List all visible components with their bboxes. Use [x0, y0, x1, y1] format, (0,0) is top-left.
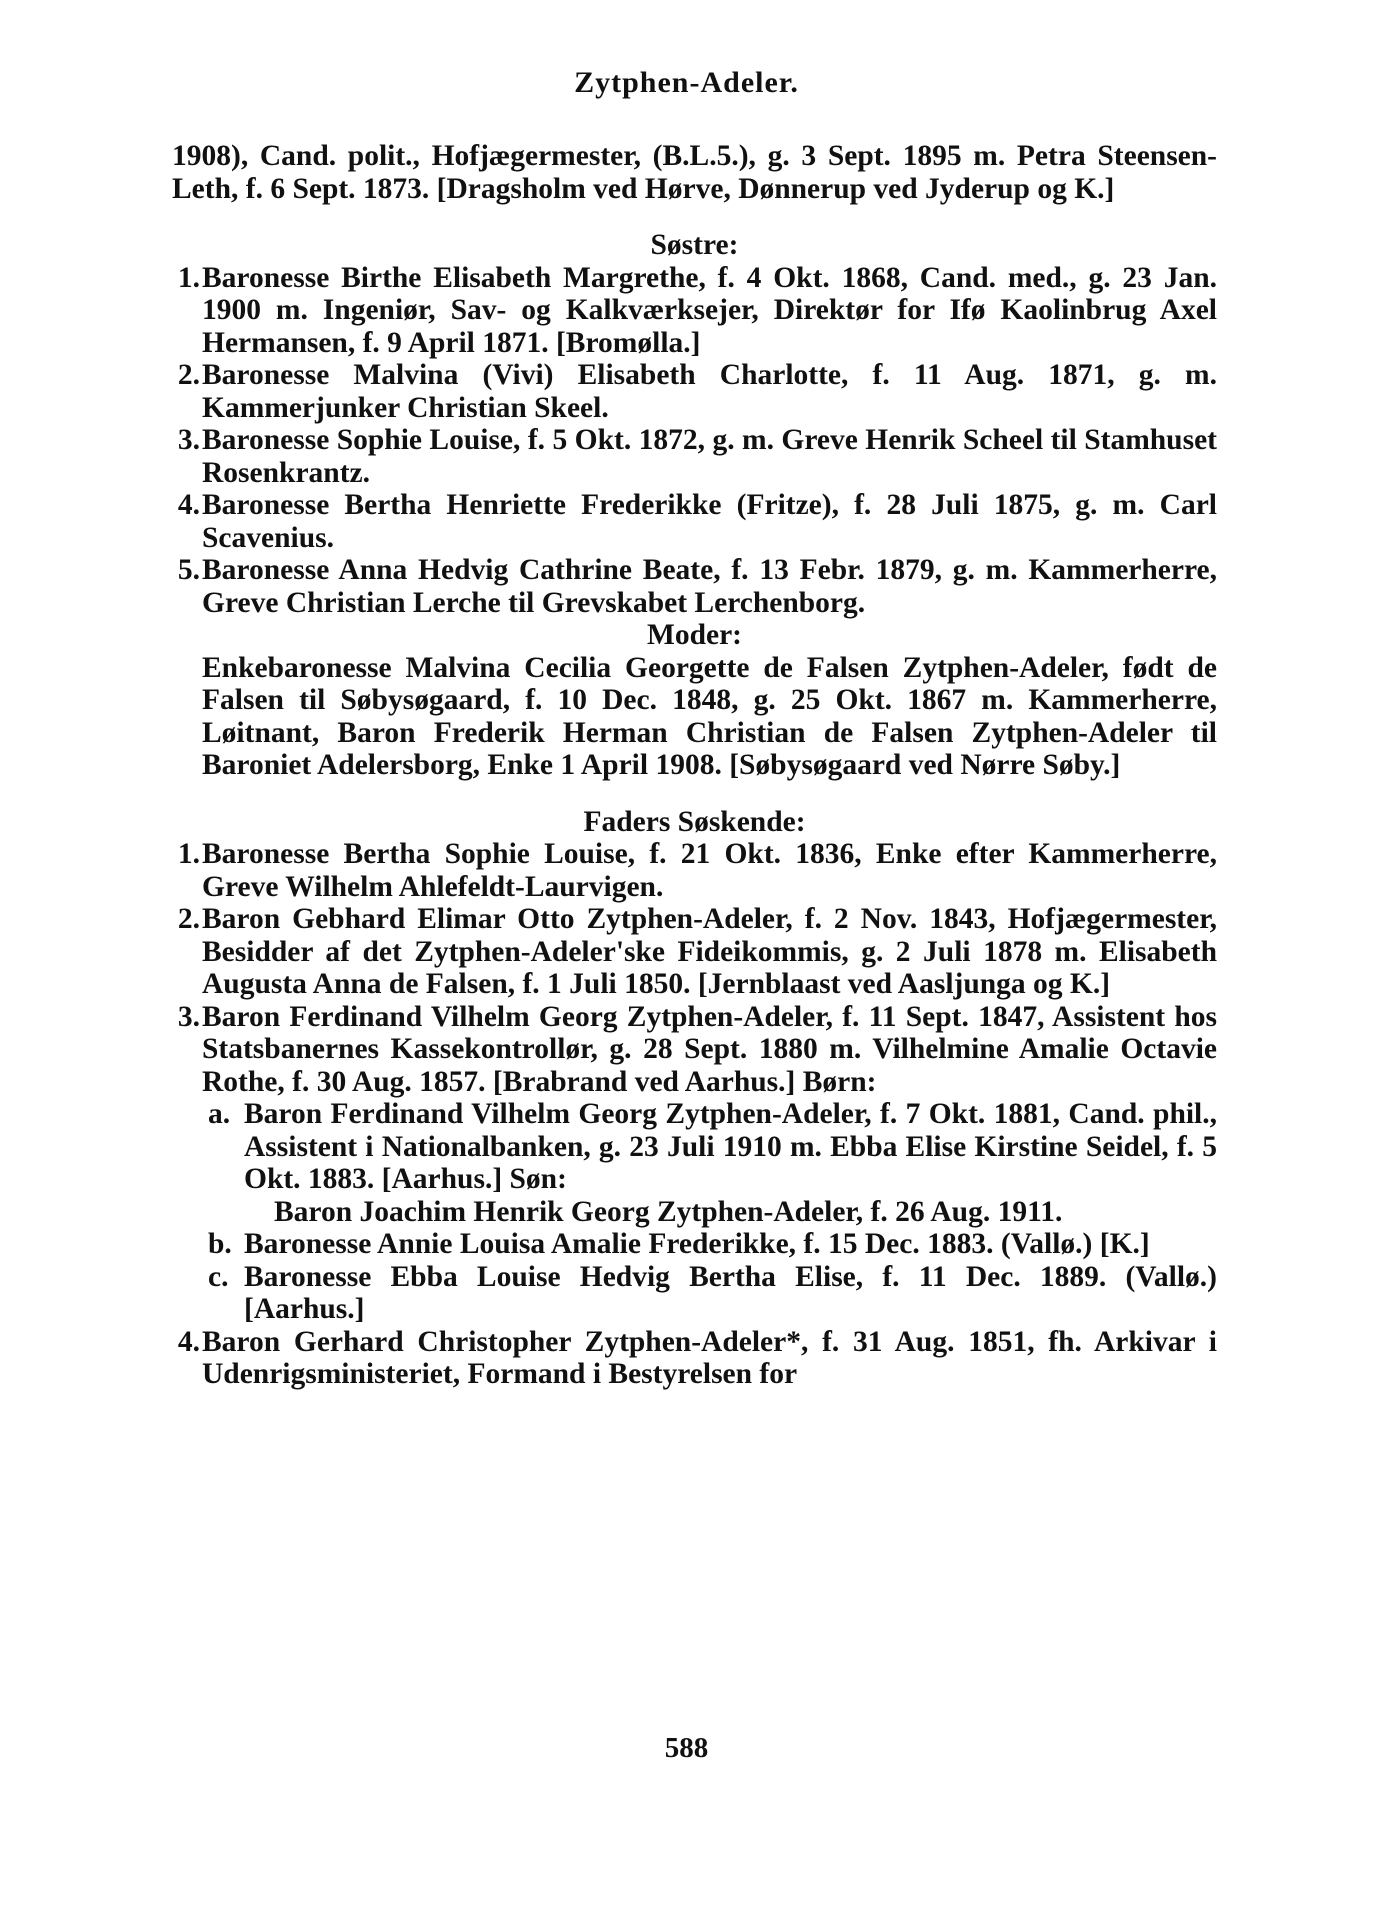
item-text: Baronesse Annie Louisa Amalie Frederikke, f. 15 Dec. 1883. (Vallø.) [K.] [244, 1228, 1150, 1260]
item-text: Baron Ferdinand Vilhelm Georg Zytphen-Adeler, f. 7 Okt. 1881, Cand. phil., Assistent i Nationalbanken, g. 23 Juli 1910 m. Ebba Elise Kirstine Seidel, f. 5 Okt. 1883. [Aarhus.] Søn: [244, 1098, 1217, 1195]
moder-paragraph: Enkebaronesse Malvina Cecilia Georgette de Falsen Zytphen-Adeler, født de Falsen til Søbysøgaard, f. 10 Dec. 1848, g. 25 Okt. 1867 m. Kammerherre, Løitnant, Baron Frederik Herman Christian de Falsen Zytphen-Adeler til Baroniet Adelersborg, Enke 1 April 1908. [Søbysøgaard ved Nørre Søby.] [202, 651, 1217, 781]
item-letter: c. [208, 1260, 229, 1293]
list-item [172, 359, 1217, 424]
item-number: 3. [177, 1000, 200, 1033]
grandchild-item: Baron Joachim Henrik Georg Zytphen-Adeler, f. 26 Aug. 1911. [274, 1195, 1063, 1228]
list-item [172, 424, 1217, 489]
section-heading-faders: Faders Søskende: [583, 805, 806, 838]
list-item [172, 1326, 1217, 1391]
item-number: 4. [177, 489, 200, 521]
list-item [172, 838, 1217, 903]
list-item [172, 489, 1217, 554]
item-number: 1. [177, 838, 200, 870]
section-heading-sostre: Søstre: [650, 229, 739, 261]
item-number: 2. [177, 903, 200, 935]
item-letter: b. [208, 1228, 232, 1260]
list-item [172, 262, 1217, 360]
item-text: Baron Ferdinand Vilhelm Georg Zytphen-Adeler, f. 11 Sept. 1847, Assistent hos Statsbanernes Kassekontrollør, g. 28 Sept. 1880 m. Vilhelmine Amalie Octavie Rothe, f. 30 Aug. 1857. [Brabrand ved Aarhus.] Børn: [202, 1000, 1217, 1098]
item-number: 3. [177, 424, 200, 456]
list-item [172, 1001, 1217, 1099]
child-item [172, 1228, 1217, 1261]
item-letter: a. [208, 1098, 231, 1130]
item-text: Baronesse Bertha Sophie Louise, f. 21 Okt. 1836, Enke efter Kammerherre, Greve Wilhelm Ahlefeldt-Laurvigen. [202, 838, 1217, 903]
item-text: Baronesse Bertha Henriette Frederikke (Fritze), f. 28 Juli 1875, g. m. Carl Scavenius. [202, 489, 1217, 554]
item-number: 4. [177, 1325, 200, 1358]
text-body [172, 140, 1217, 1391]
item-text: Baronesse Ebba Louise Hedvig Bertha Elise, f. 11 Dec. 1889. (Vallø.) [Aarhus.] [244, 1260, 1217, 1325]
item-text: Baronesse Birthe Elisabeth Margrethe, f. 4 Okt. 1868, Cand. med., g. 23 Jan. 1900 m. Ingeniør, Sav- og Kalkværksejer, Direktør for Ifø Kaolinbrug Axel Hermansen, f. 9 April 1871. [Bromølla.] [202, 261, 1217, 359]
list-item [172, 554, 1217, 619]
item-text: Baronesse Malvina (Vivi) Elisabeth Charlotte, f. 11 Aug. 1871, g. m. Kammerjunker Christian Skeel. [202, 359, 1217, 424]
running-head: Zytphen-Adeler. [574, 66, 799, 99]
list-item [172, 903, 1217, 1001]
item-text: Baronesse Sophie Louise, f. 5 Okt. 1872, g. m. Greve Henrik Scheel til Stamhuset Rosenkrantz. [202, 424, 1217, 489]
item-number: 1. [177, 261, 200, 294]
item-text: Baron Gebhard Elimar Otto Zytphen-Adeler, f. 2 Nov. 1843, Hofjægermester, Besidder af det Zytphen-Adeler'ske Fideikommis, g. 2 Juli 1878 m. Elisabeth Augusta Anna de Falsen, f. 1 Juli 1850. [Jernblaast ved Aasljunga og K.] [202, 903, 1217, 1000]
item-number: 5. [177, 554, 200, 586]
item-text: Baronesse Anna Hedvig Cathrine Beate, f. 13 Febr. 1879, g. m. Kammerherre, Greve Christian Lerche til Grevskabet Lerchenborg. [202, 554, 1217, 619]
intro-paragraph: 1908), Cand. polit., Hofjægermester, (B.L.5.), g. 3 Sept. 1895 m. Petra Steensen-Leth, f. 6 Sept. 1873. [Dragsholm ved Hørve, Dønnerup ved Jyderup og K.] [172, 140, 1217, 205]
child-item [172, 1261, 1217, 1326]
item-number: 2. [177, 359, 200, 391]
section-heading-moder: Moder: [646, 619, 742, 651]
child-item [172, 1098, 1217, 1196]
item-text: Baron Gerhard Christopher Zytphen-Adeler*, f. 31 Aug. 1851, fh. Arkivar i Udenrigsministeriet, Formand i Bestyrelsen for [202, 1325, 1217, 1390]
page-number: 588 [664, 1732, 709, 1764]
